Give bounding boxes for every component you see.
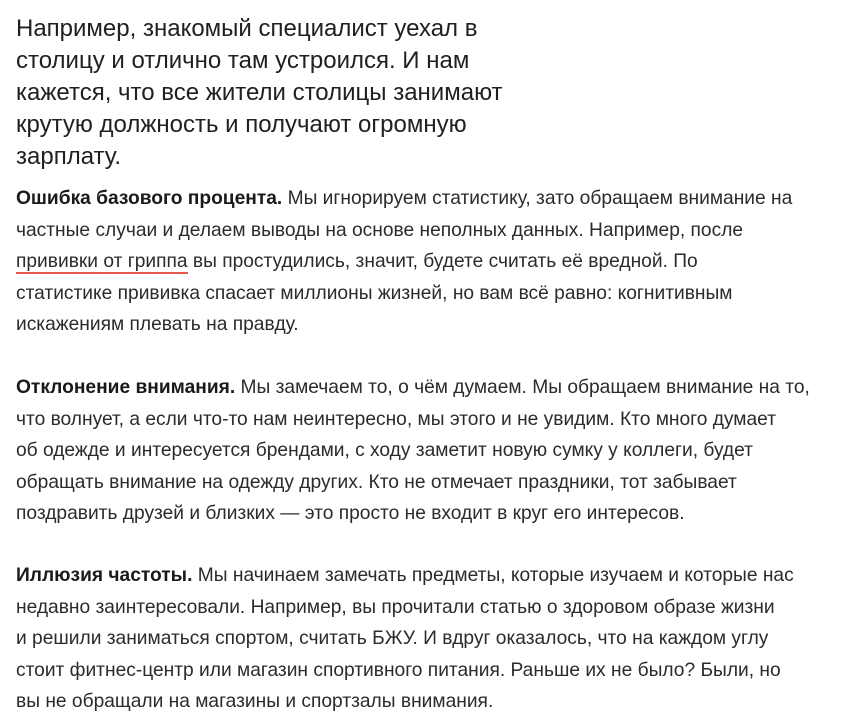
pull-quote bbox=[16, 13, 536, 173]
paragraph-attention-bias bbox=[16, 372, 836, 530]
paragraph-text: вы не обращали на магазины и спортзалы внимания. bbox=[16, 691, 494, 712]
paragraph-text: Мы замечаем то, о чём думаем. Мы обращаем внимание на то, bbox=[235, 377, 810, 398]
paragraph-base-rate-fallacy bbox=[16, 183, 836, 341]
term-heading: Иллюзия частоты. bbox=[16, 565, 193, 586]
paragraph-text: что волнует, а если что-то нам неинтересно, мы этого и не увидим. Кто много думает bbox=[16, 408, 776, 430]
flu-vaccine-link[interactable]: прививки от гриппа bbox=[16, 251, 188, 272]
paragraph-text: вы простудились, значит, будете считать её вредной. По bbox=[187, 251, 698, 272]
paragraph-text: обращать внимание на одежду других. Кто не отмечает праздники, тот забывает bbox=[16, 471, 737, 493]
quote-line: Например, знакомый специалист уехал в bbox=[16, 15, 478, 42]
paragraph-text: и решили заниматься спортом, считать БЖУ. И вдруг оказалось, что на каждом углу bbox=[16, 628, 769, 649]
paragraph-text: об одежде и интересуется брендами, с ходу заметит новую сумку у коллеги, будет bbox=[16, 440, 753, 461]
paragraph-text: недавно заинтересовали. Например, вы прочитали статью о здоровом образе жизни bbox=[16, 596, 775, 618]
paragraph-text: искажениям плевать на правду. bbox=[16, 314, 299, 335]
term-heading: Ошибка базового процента. bbox=[16, 188, 283, 209]
quote-line: кажется, что все жители столицы занимают bbox=[16, 79, 503, 106]
paragraph-frequency-illusion bbox=[16, 560, 836, 718]
term-heading: Отклонение внимания. bbox=[16, 377, 236, 398]
paragraph-text: статистике прививка спасает миллионы жизней, но вам всё равно: когнитивным bbox=[16, 282, 733, 304]
paragraph-text: Мы игнорируем статистику, зато обращаем внимание на bbox=[282, 188, 793, 209]
quote-line: крутую должность и получают огромную bbox=[16, 111, 467, 138]
paragraph-text: поздравить друзей и близких — это просто не входит в круг его интересов. bbox=[16, 503, 685, 524]
paragraph-text: стоит фитнес-центр или магазин спортивного питания. Раньше их не было? Были, но bbox=[16, 659, 781, 681]
quote-line: столицу и отлично там устроился. И нам bbox=[16, 47, 470, 74]
quote-line: зарплату. bbox=[16, 143, 122, 170]
paragraph-text: частные случаи и делаем выводы на основе неполных данных. Например, после bbox=[16, 219, 744, 241]
paragraph-text: Мы начинаем замечать предметы, которые изучаем и которые нас bbox=[192, 565, 794, 586]
